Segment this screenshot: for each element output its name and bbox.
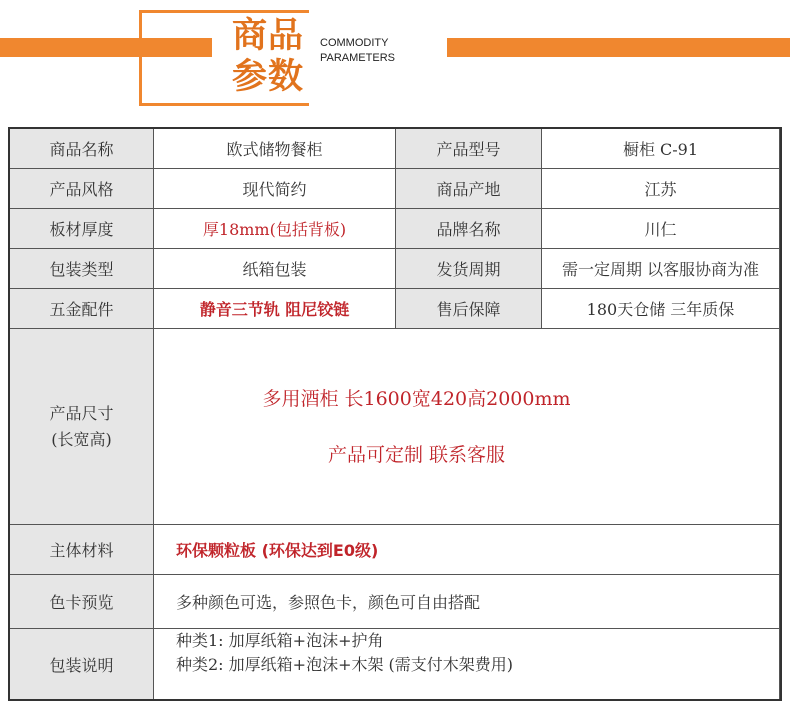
table-cell-label: 包装说明 [10, 629, 154, 699]
table-cell-value: 需一定周期 以客服协商为准 [542, 249, 780, 289]
table-cell-label: 发货周期 [396, 249, 542, 289]
table-cell-value [154, 629, 780, 699]
size-label-line1: 产品尺寸 [49, 403, 114, 423]
table-cell-label: 商品产地 [396, 169, 542, 209]
page-subtitle [320, 36, 395, 66]
table-cell-value: 欧式储物餐柜 [154, 129, 396, 169]
header-bar-right [447, 38, 790, 57]
table-cell-label: 包装类型 [10, 249, 154, 289]
packing-value-line1: 种类1: 加厚纸箱+泡沫+护角 [176, 631, 384, 650]
table-cell-label: 主体材料 [10, 525, 154, 575]
table-cell-value: 180天仓储 三年质保 [542, 289, 780, 329]
size-value-line2: 产品可定制 联系客服 [327, 443, 506, 466]
table-cell-value: 川仁 [542, 209, 780, 249]
parameters-table [8, 127, 782, 701]
page-title [232, 16, 318, 98]
title-line2: 参数 [232, 57, 305, 97]
table-cell-label: 色卡预览 [10, 575, 154, 629]
table-cell-label: 商品名称 [10, 129, 154, 169]
table-cell-label: 售后保障 [396, 289, 542, 329]
table-cell-label [10, 329, 154, 525]
subtitle-line1: COMMODITY [320, 37, 389, 49]
table-cell-value: 环保颗粒板 (环保达到E0级) [154, 525, 780, 575]
table-cell-label: 品牌名称 [396, 209, 542, 249]
table-cell-value [154, 329, 780, 525]
table-cell-value: 江苏 [542, 169, 780, 209]
title-line1: 商品 [232, 16, 305, 56]
size-value-line1: 多用酒柜 长1600宽420高2000mm [262, 387, 571, 410]
subtitle-line2: PARAMETERS [320, 52, 395, 64]
table-cell-label: 产品型号 [396, 129, 542, 169]
table-cell-label: 板材厚度 [10, 209, 154, 249]
table-cell-value: 纸箱包装 [154, 249, 396, 289]
table-cell-label: 产品风格 [10, 169, 154, 209]
table-cell-value: 厚18mm(包括背板) [154, 209, 396, 249]
table-cell-value: 现代简约 [154, 169, 396, 209]
table-cell-value: 静音三节轨 阻尼铰链 [154, 289, 396, 329]
packing-value-line2: 种类2: 加厚纸箱+泡沫+木架 (需支付木架费用) [176, 655, 514, 674]
size-label-line2: (长宽高) [51, 429, 112, 449]
table-cell-value: 多种颜色可选，参照色卡，颜色可自由搭配 [154, 575, 780, 629]
table-cell-value: 橱柜 C-91 [542, 129, 780, 169]
table-cell-label: 五金配件 [10, 289, 154, 329]
